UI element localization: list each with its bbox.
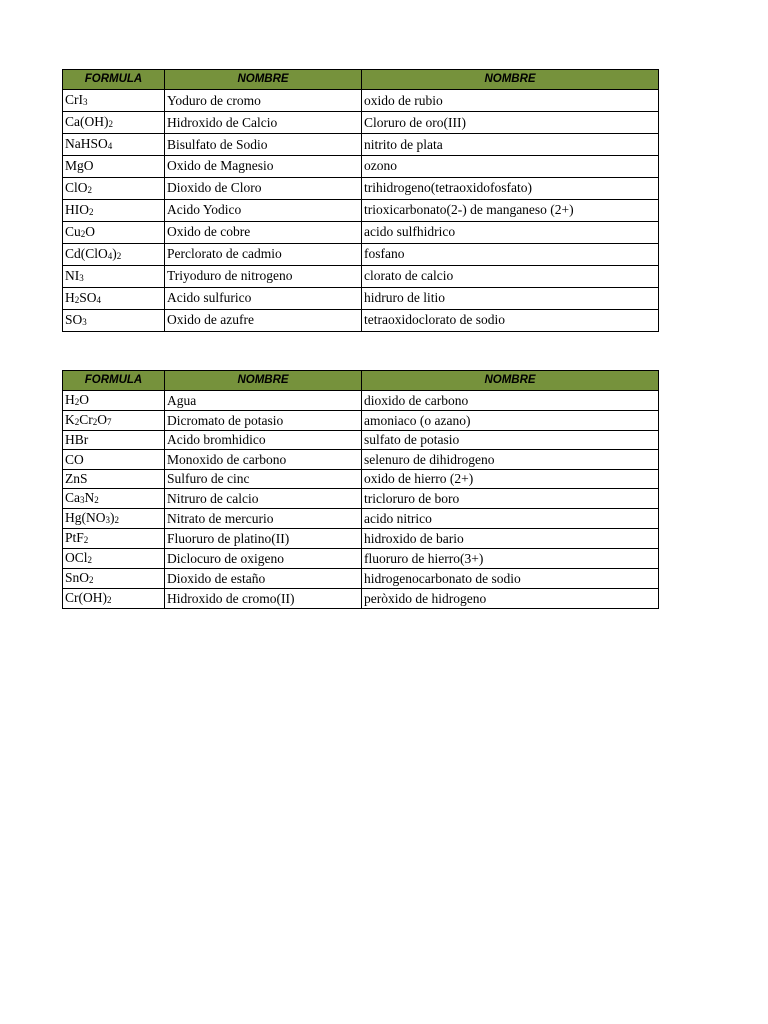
name-cell: Acido Yodico: [165, 199, 362, 221]
name-cell: Oxido de azufre: [165, 309, 362, 331]
formula-cell: [63, 509, 165, 529]
formula-subscript: 3: [80, 495, 85, 506]
formula-cell: [63, 199, 165, 221]
formula-cell: [63, 529, 165, 549]
name-cell: Hidroxido de Calcio: [165, 112, 362, 134]
formula-table-1: [62, 69, 659, 332]
formula-text: ): [112, 245, 117, 261]
formula-subscript: 2: [116, 250, 122, 261]
table-row: [63, 90, 659, 112]
formula-text: Hg(NO: [65, 510, 106, 526]
name-cell: Hidroxido de cromo(II): [165, 589, 362, 609]
formula-subscript: 2: [92, 417, 98, 427]
table-row: [63, 549, 659, 569]
formula-text: O: [79, 392, 89, 407]
formula-cell: [63, 309, 165, 331]
header-nombre: NOMBRE: [165, 70, 362, 90]
formula-cell: [63, 569, 165, 589]
name-cell: Dicromato de potasio: [165, 411, 362, 431]
name-cell: Yoduro de cromo: [165, 90, 362, 112]
formula-text: PtF: [65, 530, 84, 546]
table-row: [63, 177, 659, 199]
name-cell: Perclorato de cadmio: [165, 243, 362, 265]
name-cell-2: trioxicarbonato(2-) de manganeso (2+): [362, 199, 659, 221]
formula-subscript: 2: [114, 515, 119, 526]
name-cell-2: trihidrogeno(tetraoxidofosfato): [362, 177, 659, 199]
name-cell-2: tricloruro de boro: [362, 489, 659, 509]
formula-subscript: 2: [108, 119, 113, 129]
formula-subscript: 2: [83, 535, 89, 546]
name-cell: Dioxido de Cloro: [165, 177, 362, 199]
name-cell-2: acido sulfhidrico: [362, 221, 659, 243]
header-nombre-2: NOMBRE: [362, 70, 659, 90]
name-cell-2: peròxido de hidrogeno: [362, 589, 659, 609]
formula-text: ClO: [65, 179, 88, 195]
formula-text: Cu: [65, 223, 81, 239]
name-cell-2: oxido de hierro (2+): [362, 469, 659, 488]
formula-text: SO: [79, 289, 97, 305]
formula-subscript: 3: [79, 272, 84, 283]
formula-text: HBr: [65, 432, 89, 448]
table-row: [63, 391, 659, 411]
formula-subscript: 4: [96, 294, 102, 305]
formula-text: K: [65, 412, 75, 427]
name-cell: Fluoruro de platino(II): [165, 529, 362, 549]
formula-text: MgO: [65, 158, 94, 174]
formula-subscript: 2: [89, 206, 94, 217]
formula-subscript: 2: [74, 397, 80, 407]
formula-text: SnO: [65, 570, 90, 586]
formula-subscript: 4: [107, 141, 113, 151]
formula-text: O: [85, 223, 96, 239]
formula-cell: [63, 156, 165, 178]
formula-text: Cr: [79, 412, 93, 427]
name-cell-2: fluoruro de hierro(3+): [362, 549, 659, 569]
formula-text: ZnS: [65, 470, 88, 486]
table-row: [63, 411, 659, 431]
formula-subscript: 3: [83, 97, 88, 107]
name-cell: Triyoduro de nitrogeno: [165, 265, 362, 287]
name-cell-2: selenuro de dihidrogeno: [362, 450, 659, 469]
name-cell-2: hidrogenocarbonato de sodio: [362, 569, 659, 589]
name-cell: Acido sulfurico: [165, 287, 362, 309]
formula-subscript: 2: [74, 417, 80, 427]
formula-text: Cd(ClO: [65, 245, 108, 261]
name-cell: Acido bromhidico: [165, 431, 362, 450]
table-row: [63, 569, 659, 589]
name-cell: Oxido de cobre: [165, 221, 362, 243]
formula-text: HIO: [65, 201, 89, 217]
header-row: [63, 371, 659, 391]
table-row: [63, 199, 659, 221]
formula-cell: [63, 221, 165, 243]
name-cell-2: tetraoxidoclorato de sodio: [362, 309, 659, 331]
table-row: [63, 287, 659, 309]
formula-cell: [63, 112, 165, 134]
formula-text: NI: [65, 267, 80, 283]
formula-text: Cr(OH): [65, 590, 107, 606]
table-body: [63, 391, 659, 609]
formula-cell: [63, 469, 165, 488]
name-cell: Nitrato de mercurio: [165, 509, 362, 529]
formula-text: N: [84, 490, 95, 506]
name-cell-2: acido nitrico: [362, 509, 659, 529]
table-row: [63, 134, 659, 156]
formula-cell: [63, 265, 165, 287]
formula-text: H: [65, 392, 75, 407]
name-cell-2: hidruro de litio: [362, 287, 659, 309]
formula-subscript: 7: [107, 417, 112, 427]
table-row: [63, 156, 659, 178]
table-row: [63, 509, 659, 529]
formula-cell: [63, 549, 165, 569]
name-cell-2: dioxido de carbono: [362, 391, 659, 411]
formula-cell: [63, 90, 165, 112]
table-row: [63, 309, 659, 331]
formula-cell: [63, 450, 165, 469]
table-row: [63, 589, 659, 609]
formula-cell: [63, 177, 165, 199]
formula-subscript: 3: [105, 515, 110, 526]
name-cell: Monoxido de carbono: [165, 450, 362, 469]
header-formula: FORMULA: [63, 371, 165, 391]
formula-text: CrI: [65, 92, 83, 107]
table-row: [63, 431, 659, 450]
name-cell: Diclocuro de oxigeno: [165, 549, 362, 569]
formula-subscript: 2: [94, 495, 99, 506]
formula-cell: [63, 431, 165, 450]
name-cell: Agua: [165, 391, 362, 411]
formula-subscript: 2: [89, 575, 94, 586]
name-cell-2: sulfato de potasio: [362, 431, 659, 450]
formula-text: OCl: [65, 550, 88, 566]
name-cell: Sulfuro de cinc: [165, 469, 362, 488]
formula-text: Ca: [65, 490, 80, 506]
name-cell-2: clorato de calcio: [362, 265, 659, 287]
formula-cell: [63, 489, 165, 509]
formula-subscript: 4: [107, 250, 113, 261]
formula-text: O: [97, 412, 107, 427]
name-cell-2: ozono: [362, 156, 659, 178]
formula-text: CO: [65, 451, 84, 467]
formula-subscript: 2: [80, 228, 86, 239]
name-cell-2: Cloruro de oro(III): [362, 112, 659, 134]
header-nombre: NOMBRE: [165, 371, 362, 391]
name-cell: Oxido de Magnesio: [165, 156, 362, 178]
header-row: [63, 70, 659, 90]
name-cell-2: nitrito de plata: [362, 134, 659, 156]
formula-subscript: 3: [82, 316, 87, 327]
table-row: [63, 469, 659, 488]
formula-cell: [63, 287, 165, 309]
formula-subscript: 2: [87, 555, 93, 566]
table-row: [63, 450, 659, 469]
table-row: [63, 265, 659, 287]
header-formula: FORMULA: [63, 70, 165, 90]
name-cell: Nitruro de calcio: [165, 489, 362, 509]
table-body: [63, 90, 659, 332]
formula-cell: [63, 589, 165, 609]
header-nombre-2: NOMBRE: [362, 371, 659, 391]
name-cell: Bisulfato de Sodio: [165, 134, 362, 156]
formula-cell: [63, 391, 165, 411]
formula-cell: [63, 243, 165, 265]
formula-text: Ca(OH): [65, 114, 109, 129]
formula-subscript: 2: [87, 184, 93, 195]
name-cell: Dioxido de estaño: [165, 569, 362, 589]
formula-subscript: 2: [74, 294, 80, 305]
formula-text: ): [110, 510, 115, 526]
table-row: [63, 489, 659, 509]
name-cell-2: hidroxido de bario: [362, 529, 659, 549]
table-row: [63, 243, 659, 265]
formula-subscript: 2: [107, 595, 112, 606]
formula-text: H: [65, 289, 75, 305]
name-cell-2: oxido de rubio: [362, 90, 659, 112]
formula-text: SO: [65, 311, 83, 327]
formula-cell: [63, 411, 165, 431]
formula-text: NaHSO: [65, 136, 108, 151]
name-cell-2: fosfano: [362, 243, 659, 265]
table-row: [63, 221, 659, 243]
table-row: [63, 529, 659, 549]
name-cell-2: amoniaco (o azano): [362, 411, 659, 431]
table-row: [63, 112, 659, 134]
formula-table-2: [62, 370, 659, 609]
formula-cell: [63, 134, 165, 156]
